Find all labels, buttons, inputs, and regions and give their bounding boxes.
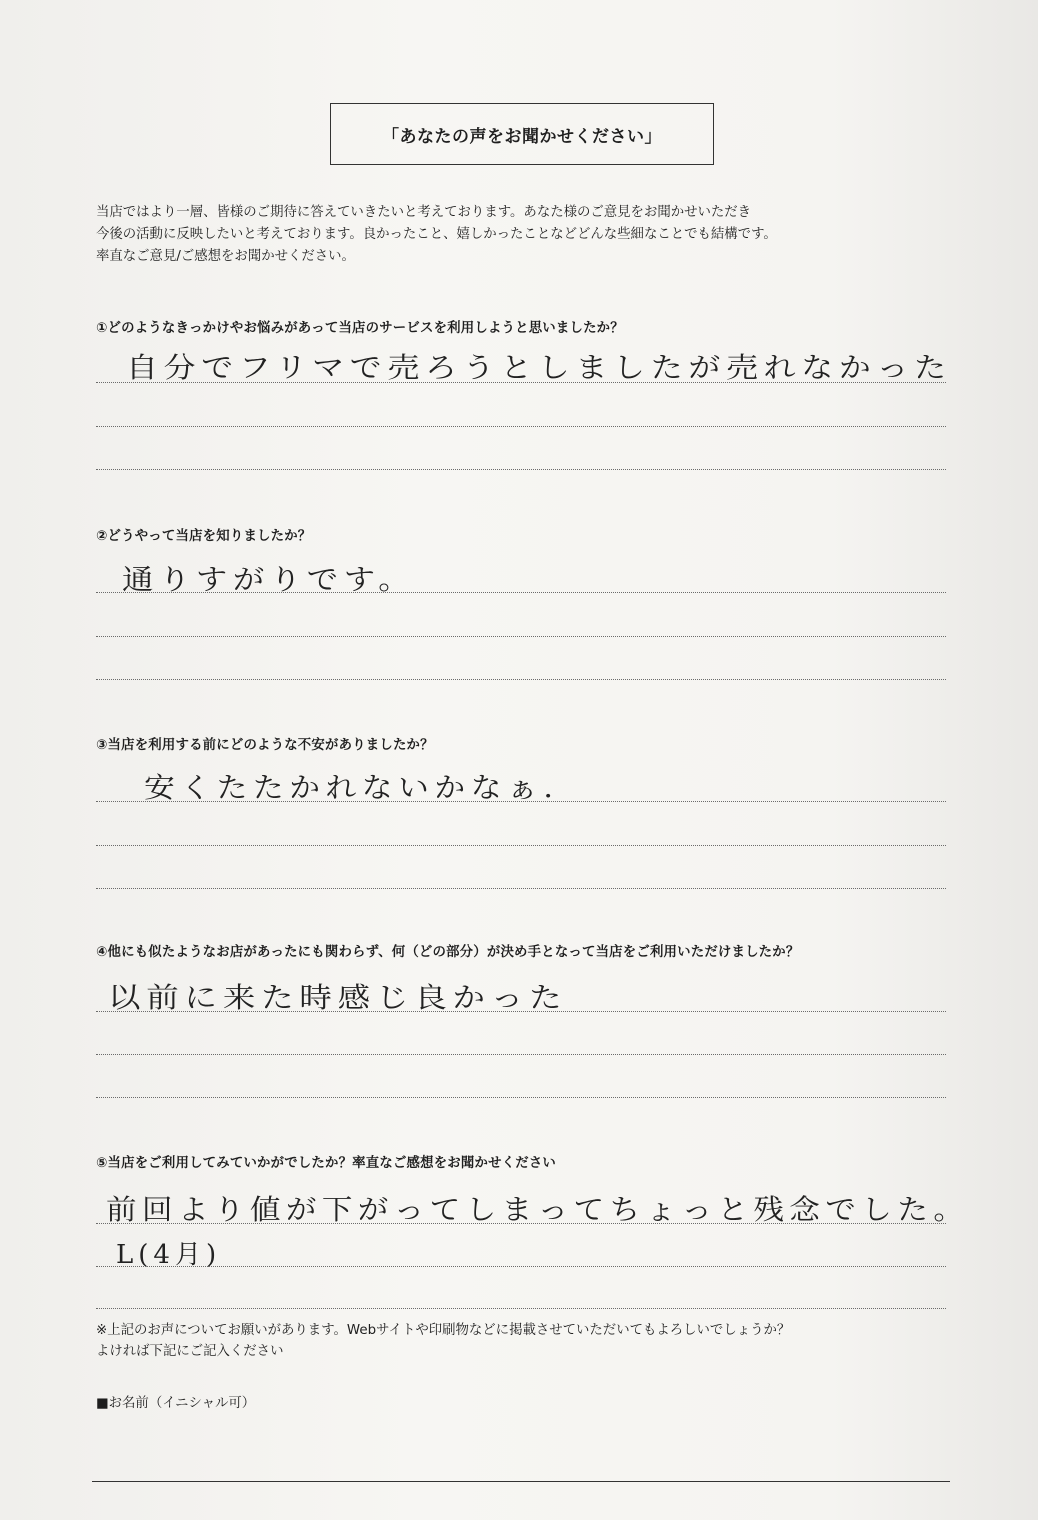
name-field-text: お名前（イニシャル可） (108, 1396, 256, 1411)
answer-line (96, 426, 946, 427)
name-field-label (96, 1392, 255, 1411)
square-marker-icon: ■ (96, 1396, 109, 1411)
question-2-label: ②どうやって当店を知りましたか？ (96, 529, 312, 544)
answer-line (96, 592, 946, 593)
answer-line (96, 845, 946, 846)
answer-line (96, 1308, 946, 1309)
answer-line (96, 1011, 946, 1012)
answer-line (96, 469, 946, 470)
question-2-answer-line-1: 通りすがりです。 (122, 563, 416, 596)
question-3-answer-line-1: 安くたたかれないかなぁ. (144, 771, 559, 804)
question-5-label: ⑤当店をご利用してみていかがでしたか？率直なご感想をお聞かせください (96, 1156, 557, 1171)
intro-text: 当店ではより一層、皆様のご期待に答えていきたいと考えております。あなた様のご意見をお聞かせいただき 今後の活動に反映したいと考えております。良かったこと、嬉しかったことなどどんな些細なことでも結構です。 率直なご意見/ご感想をお聞かせください。 (96, 205, 777, 264)
question-1-answer-line-1: 自分でフリマで売ろうとしましたが売れなかった (126, 351, 952, 384)
question-1-label: ①どのようなきっかけやお悩みがあって当店のサービスを利用しようと思いましたか？ (96, 321, 624, 336)
answer-line (96, 888, 946, 889)
publication-note: ※上記のお声についてお願いがあります。Webサイトや印刷物などに掲載させていただいてもよろしいでしょうか？ よければ下記にご記入ください (96, 1323, 791, 1359)
answer-line (96, 1223, 946, 1224)
answer-line (96, 801, 946, 802)
answer-line (96, 1054, 946, 1055)
answer-line (96, 679, 946, 680)
answer-line (96, 1097, 946, 1098)
question-4-label: ④他にも似たようなお店があったにも関わらず、何（どの部分）が決め手となって当店をご利用いただけましたか？ (96, 945, 800, 960)
name-input-line[interactable] (92, 1481, 950, 1482)
question-5-answer-line-2: L(4月) (116, 1240, 222, 1270)
survey-title: 「あなたの声をお聞かせください」 (330, 103, 714, 165)
question-3-label: ③当店を利用する前にどのような不安がありましたか？ (96, 738, 434, 753)
answer-line (96, 636, 946, 637)
answer-line (96, 382, 946, 383)
answer-line (96, 1266, 946, 1267)
question-5-answer-line-1: 前回より値が下がってしまってちょっと残念でした。 (106, 1193, 970, 1226)
question-4-answer-line-1: 以前に来た時感じ良かった (108, 981, 568, 1014)
